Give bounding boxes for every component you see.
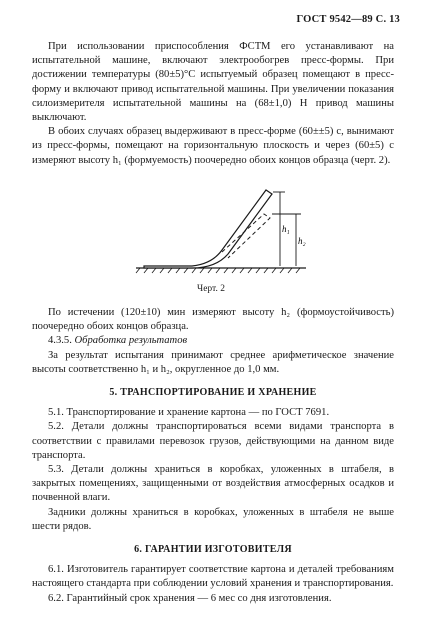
paragraph-result: За результат испытания принимают среднее арифметическое значение высоты соответственно h₁ и h₂, округленное до 1,0 мм. [32, 349, 394, 375]
page-header: ГОСТ 9542—89 С. 13 [296, 14, 400, 25]
label-h2: h₂ [298, 236, 306, 246]
clause-5-1: 5.1. Транспортирование и хранение картона — по ГОСТ 7691. [48, 407, 330, 419]
clause-6-1: 6.1. Изготовитель гарантирует соответствие картона и деталей требованиям настоящего стандарта при соблюдении условий хранения и транспортирования. [32, 564, 394, 590]
section-6-title: 6. ГАРАНТИИ ИЗГОТОВИТЕЛЯ [134, 544, 292, 556]
section-5-title: 5. ТРАНСПОРТИРОВАНИЕ И ХРАНЕНИЕ [109, 387, 317, 399]
figure-2-diagram [130, 180, 310, 280]
label-h1: h₁ [282, 224, 290, 234]
text-block-bottom [32, 306, 394, 606]
clause-5-3-note: Задники должны храниться в коробках, уложенных в штабеля не выше шести рядов. [32, 506, 394, 532]
clause-title: Обработка результатов [74, 335, 188, 347]
clause-5-3: 5.3. Детали должны храниться в коробках, уложенных в штабеля, в закрытых помещениях, защищенными от воздействия атмосферных осадков и почвенной влаги. [32, 464, 394, 504]
clause-5-2: 5.2. Детали должны транспортироваться всеми видами транспорта в соответствии с правилами перевозок грузов, действующими на данном виде транспорта. [32, 421, 394, 461]
figure-caption: Черт. 2 [197, 284, 225, 294]
paragraph-setup: При использовании приспособления ФСТМ его устанавливают на испытательной машине, включают электрообогрев пресс-формы. При достижении температуры (80±5)°С испытуемый образец помещают в пресс-форму и включают привод испытательной машины. При увеличении показания силоизмерителя испытательной машины на (68±1,0) Н привод машины выключают. [32, 41, 394, 124]
specimen-outline [144, 190, 272, 268]
base-hatching [136, 268, 300, 273]
clause-number: 4.3.5. [48, 335, 72, 347]
paragraph-hold: В обоих случаях образец выдерживают в пресс-форме (60±±5) с, вынимают из пресс-формы, помещают на горизонтальную плоскость и через (60±5) с измеряют высоту h₁ (формуемость) поочередно обоих концов образца (черт. 2). [32, 126, 394, 166]
clause-6-2: 6.2. Гарантийный срок хранения — 6 мес со дня изготовления. [48, 592, 332, 604]
paragraph-measure-h2: По истечении (120±10) мин измеряют высоту h₂ (формоустойчивость) поочередно обоих концов образца. [32, 307, 394, 333]
clause-4-3-5 [32, 334, 394, 348]
text-block-top [32, 40, 394, 168]
